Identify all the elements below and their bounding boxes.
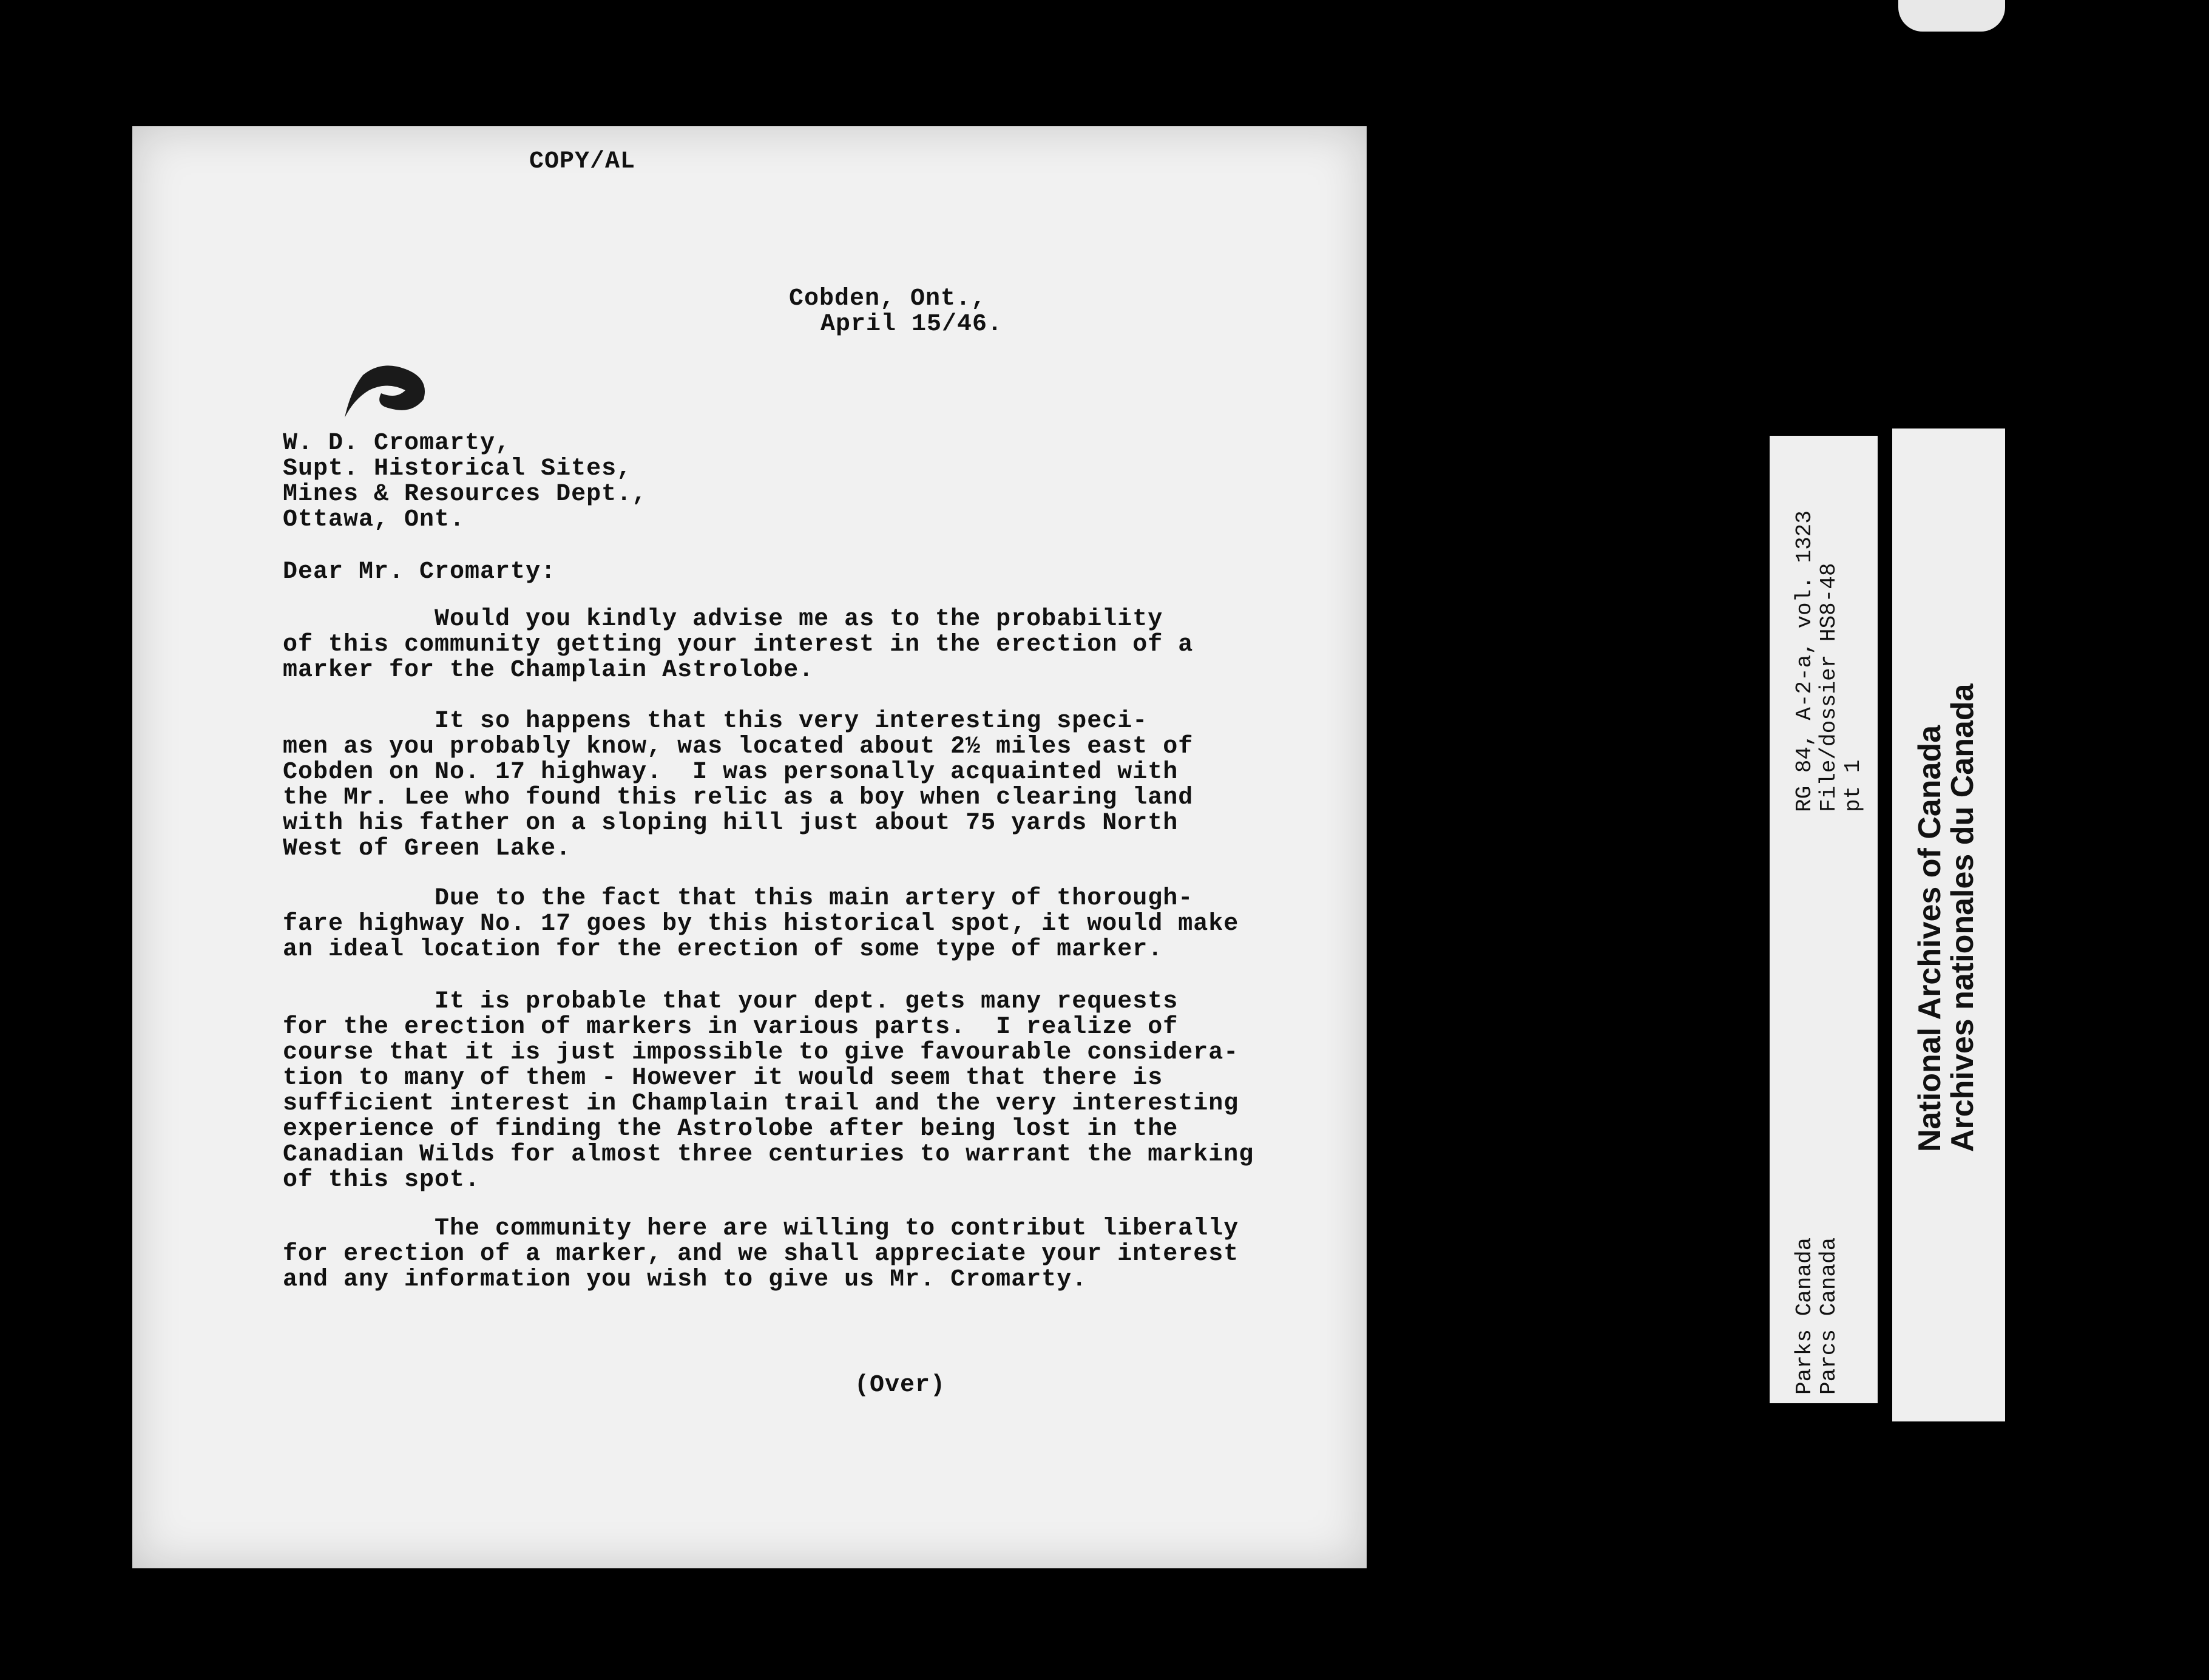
reference-line-2: File/dossier HS8-48 [1816, 563, 1841, 812]
salutation: Dear Mr. Cromarty: [283, 558, 556, 586]
agency-name-fr: Parcs Canada [1816, 1237, 1841, 1395]
archive-reference-slip [1770, 436, 1878, 1403]
paragraph-4: It is probable that your dept. gets many requests for the erection of markers in various parts. I realize of course that it is just impossible to give favourable considera- tion to many of them - However it would seem that there is sufficient interest in Champlain trail and the very interesting experience of finding the Astrolobe after being lost in the Canadian Wilds for almost three centuries to warrant the marking of this spot. [283, 988, 1254, 1194]
over-note: (Over) [854, 1372, 946, 1399]
ink-smudge [339, 357, 442, 424]
place-line: Cobden, Ont., [789, 285, 987, 313]
agency-name-en: Parks Canada [1792, 1237, 1817, 1395]
recipient-title: Supt. Historical Sites, [283, 455, 632, 483]
reference-line-3: pt 1 [1841, 759, 1866, 812]
recipient-dept: Mines & Resources Dept., [283, 481, 648, 508]
paragraph-2: It so happens that this very interesting speci- men as you probably know, was located about 2½ miles east of Cobden on No. 17 highway. I was personally acquainted with the Mr. Lee who found this relic as a boy when clearing land with his father on a sloping hill just about 75 yards North West of Green Lake. [283, 708, 1194, 862]
national-archives-label [1892, 428, 2005, 1421]
reference-line-1: RG 84, A-2-a, vol. 1323 [1792, 510, 1817, 812]
paragraph-1: Would you kindly advise me as to the probability of this community getting your interest in the erection of a marker for the Champlain Astrolobe. [283, 606, 1194, 684]
copy-mark: COPY/AL [529, 148, 636, 175]
recipient-city: Ottawa, Ont. [283, 506, 465, 533]
recipient-name: W. D. Cromarty, [283, 430, 511, 457]
paragraph-3: Due to the fact that this main artery of thorough- fare highway No. 17 goes by this historical spot, it would make an ideal location for the erection of some type of marker. [283, 885, 1239, 963]
archives-name-en: National Archives of Canada [1912, 725, 1947, 1152]
paragraph-5: The community here are willing to contribut liberally for erection of a marker, and we shall appreciate your interest and any information you wish to give us Mr. Cromarty. [283, 1215, 1239, 1293]
archives-name-fr: Archives nationales du Canada [1945, 683, 1980, 1152]
top-light-blob [1898, 0, 2005, 32]
date-line: April 15/46. [820, 311, 1003, 338]
